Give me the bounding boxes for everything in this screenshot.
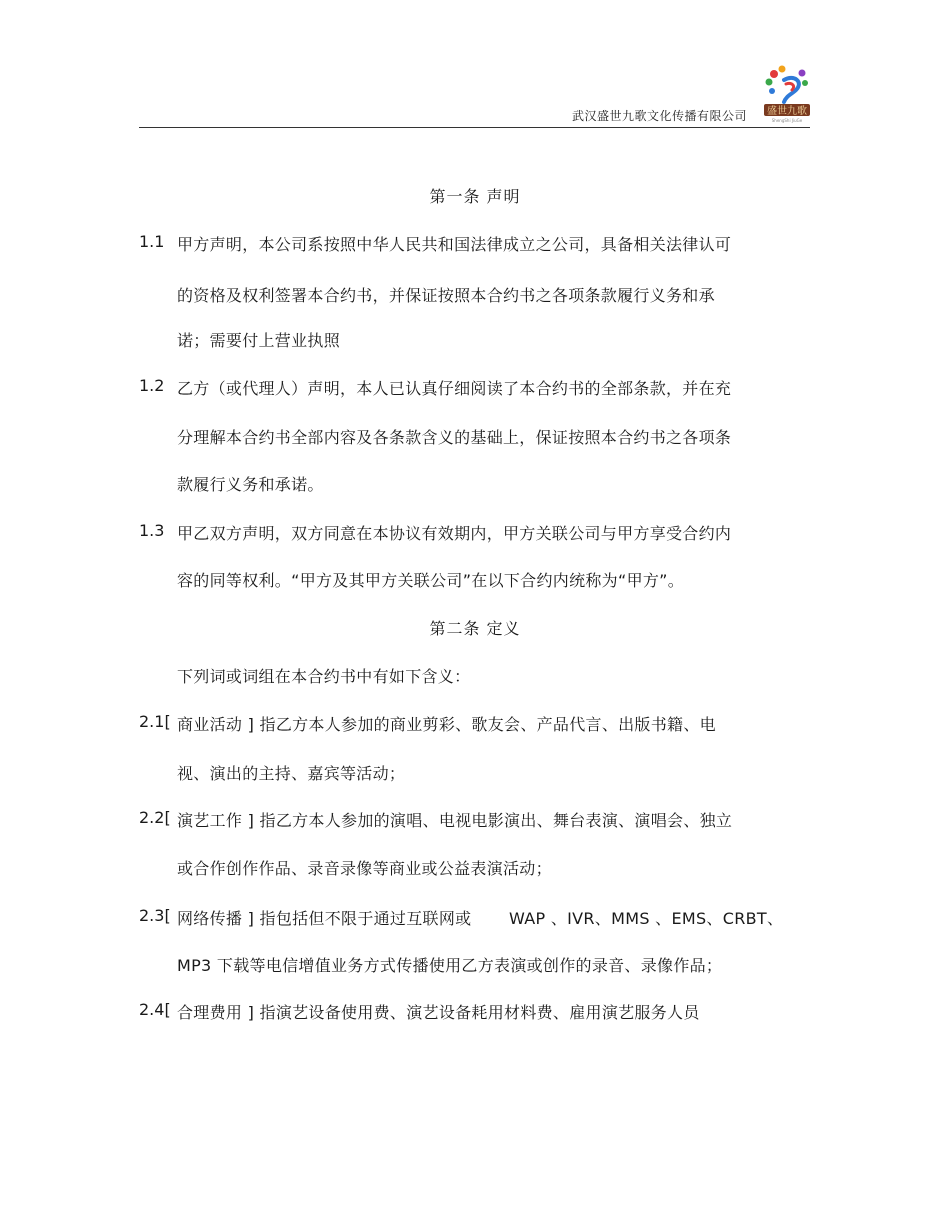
header-divider: [139, 127, 810, 128]
company-name: 武汉盛世九歌文化传播有限公司: [571, 109, 747, 123]
logo-petals: [766, 66, 809, 103]
article-2-heading: 第二条 定义: [429, 619, 521, 638]
clause-number: 2.3[: [139, 906, 171, 925]
clause-number: 1.2: [139, 376, 165, 395]
clause-number: 2.2[: [139, 808, 171, 827]
clause-line: 或合作创作作品、录音录像等商业或公益表演活动；: [177, 859, 552, 878]
clause-line: 商业活动 ] 指乙方本人参加的商业剪彩、歌友会、产品代言、出版书籍、电: [177, 715, 716, 734]
clause-line: 诺；需要付上营业执照: [177, 331, 341, 350]
logo-subtext: ShengShi JiuGe: [771, 118, 803, 123]
clause-line: 视、演出的主持、嘉宾等活动；: [177, 764, 406, 783]
article-2-intro: 下列词或词组在本合约书中有如下含义：: [177, 667, 471, 686]
clause-line: 演艺工作 ] 指乙方本人参加的演唱、电视电影演出、舞台表演、演唱会、独立: [177, 811, 733, 830]
clause-number: 2.1[: [139, 712, 171, 731]
company-logo-icon: [760, 60, 814, 124]
clause-line: MP3 下载等电信增值业务方式传播使用乙方表演或创作的录音、录像作品；: [177, 956, 723, 975]
article-1-heading: 第一条 声明: [429, 187, 521, 206]
clause-line: 的资格及权利签署本合约书，并保证按照本合约书之各项条款履行义务和承: [177, 286, 715, 305]
clause-line: 容的同等权利。“甲方及其甲方关联公司”在以下合约内统称为“甲方”。: [177, 571, 685, 590]
clause-line: 合理费用 ] 指演艺设备使用费、演艺设备耗用材料费、雇用演艺服务人员: [177, 1003, 700, 1022]
logo-text: 盛世九歌: [767, 106, 807, 117]
clause-line: 甲方声明，本公司系按照中华人民共和国法律成立之公司，具备相关法律认可: [177, 235, 732, 254]
clause-line-latin-terms: WAP 、IVR、MMS 、EMS、CRBT、: [509, 909, 784, 928]
clause-line: 网络传播 ] 指包括但不限于通过互联网或: [177, 909, 472, 928]
clause-line: 款履行义务和承诺。: [177, 475, 324, 494]
clause-line: 分理解本合约书全部内容及各条款含义的基础上，保证按照本合约书之各项条: [177, 428, 732, 447]
clause-number: 1.1: [139, 232, 165, 251]
clause-number: 1.3: [139, 521, 165, 540]
clause-line: 甲乙双方声明，双方同意在本协议有效期内，甲方关联公司与甲方享受合约内: [177, 524, 732, 543]
clause-number: 2.4[: [139, 1000, 171, 1019]
clause-line: 乙方（或代理人）声明，本人已认真仔细阅读了本合约书的全部条款，并在充: [177, 379, 732, 398]
